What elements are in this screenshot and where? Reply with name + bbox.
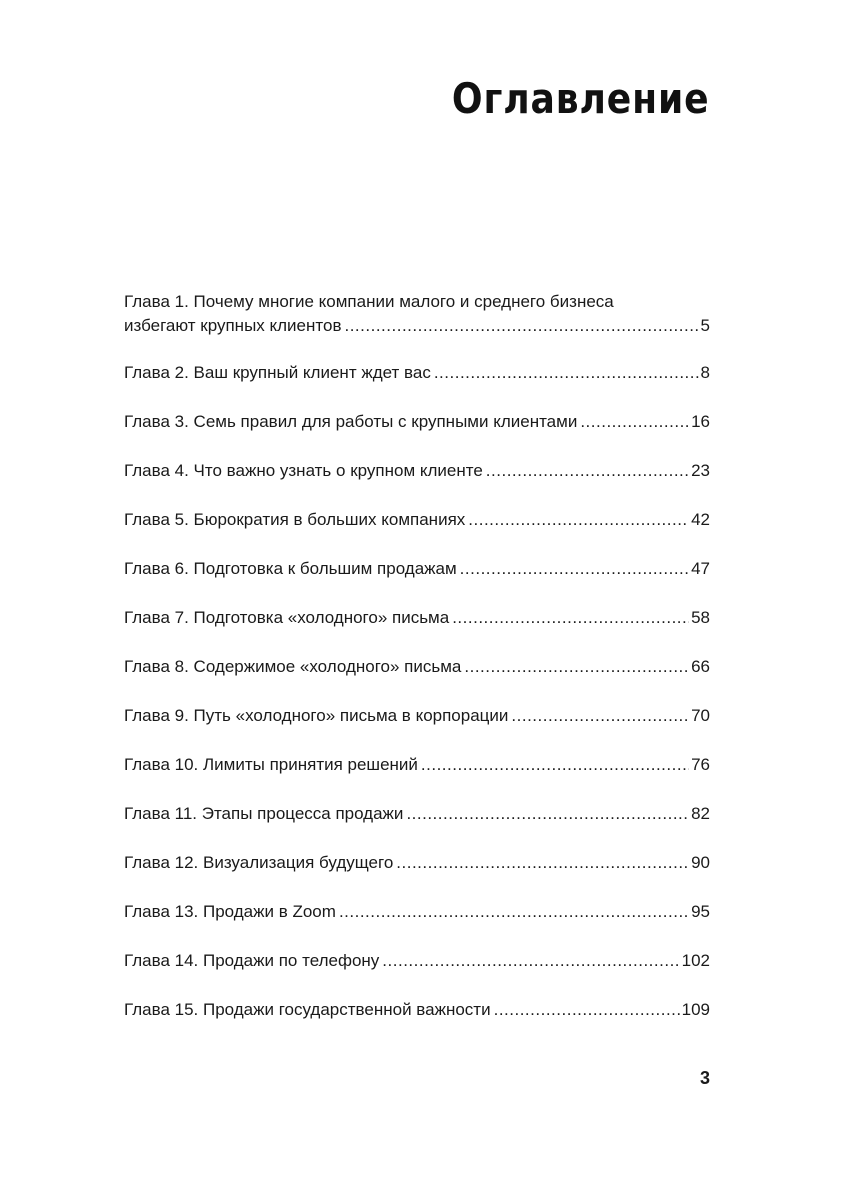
toc-entry-title: Глава 5. Бюрократия в больших компаниях (124, 510, 466, 529)
toc-entry-title: Глава 13. Продажи в Zoom (124, 902, 336, 921)
toc-entry-page: 95 (691, 902, 710, 921)
toc-entry-4[interactable] (124, 459, 710, 483)
toc-entry-title: Глава 14. Продажи по телефону (124, 951, 380, 970)
toc-entry-page: 76 (691, 755, 710, 774)
dot-leader (580, 410, 689, 434)
dot-leader (421, 753, 689, 777)
dot-leader (434, 361, 699, 385)
toc-entry-title: Глава 12. Визуализация будущего (124, 853, 394, 872)
dot-leader (460, 557, 689, 581)
toc-entry-page: 109 (681, 1000, 710, 1019)
toc-entry-page: 23 (691, 461, 710, 480)
toc-entry-title: Глава 15. Продажи государственной важности (124, 1000, 491, 1019)
toc-entry-title: Глава 9. Путь «холодного» письма в корпорации (124, 706, 509, 725)
dot-leader (452, 606, 689, 630)
dot-leader (406, 802, 689, 826)
toc-entry-page: 82 (691, 804, 710, 823)
dot-leader (468, 508, 689, 532)
toc-entry-9[interactable] (124, 704, 710, 728)
toc-entry-page: 16 (691, 412, 710, 431)
page-title: Оглавление (452, 74, 710, 123)
toc-entry-title: Глава 10. Лимиты принятия решений (124, 755, 418, 774)
dot-leader (382, 949, 679, 973)
toc-entry-3[interactable] (124, 410, 710, 434)
dot-leader (494, 998, 680, 1022)
toc-entry-5[interactable] (124, 508, 710, 532)
page-number: 3 (699, 1068, 710, 1088)
dot-leader (486, 459, 689, 483)
toc-entry-1[interactable] (124, 290, 710, 338)
toc-entry-title: избегают крупных клиентов (124, 316, 342, 335)
toc-entry-title: Глава 6. Подготовка к большим продажам (124, 559, 457, 578)
toc-entry-page: 70 (691, 706, 710, 725)
dot-leader (396, 851, 689, 875)
toc-entry-page: 5 (700, 316, 710, 335)
dot-leader (464, 655, 689, 679)
toc-entry-page: 90 (691, 853, 710, 872)
toc-entry-page: 66 (691, 657, 710, 676)
toc-entry-title: Глава 11. Этапы процесса продажи (124, 804, 404, 823)
toc-entry-7[interactable] (124, 606, 710, 630)
toc-entry-title: Глава 8. Содержимое «холодного» письма (124, 657, 462, 676)
toc-entry-page: 42 (691, 510, 710, 529)
toc-entry-page: 47 (691, 559, 710, 578)
toc-entry-title: Глава 3. Семь правил для работы с крупными клиентами (124, 412, 578, 431)
dot-leader (344, 314, 698, 338)
toc-entry-11[interactable] (124, 802, 710, 826)
toc-entry-8[interactable] (124, 655, 710, 679)
dot-leader (511, 704, 689, 728)
toc-entry-page: 102 (681, 951, 710, 970)
toc-entry-15[interactable] (124, 998, 710, 1022)
toc-entry-10[interactable] (124, 753, 710, 777)
toc-entry-page: 58 (691, 608, 710, 627)
toc-entry-title: Глава 4. Что важно узнать о крупном клиенте (124, 461, 483, 480)
toc-entry-14[interactable] (124, 949, 710, 973)
dot-leader (339, 900, 689, 924)
table-of-contents (124, 290, 710, 1047)
toc-entry-page: 8 (700, 363, 710, 382)
toc-entry-title-line1: Глава 1. Почему многие компании малого и среднего бизнеса (124, 292, 614, 311)
toc-entry-6[interactable] (124, 557, 710, 581)
toc-entry-2[interactable] (124, 361, 710, 385)
toc-entry-12[interactable] (124, 851, 710, 875)
toc-entry-title: Глава 7. Подготовка «холодного» письма (124, 608, 450, 627)
toc-entry-13[interactable] (124, 900, 710, 924)
toc-entry-title: Глава 2. Ваш крупный клиент ждет вас (124, 363, 431, 382)
